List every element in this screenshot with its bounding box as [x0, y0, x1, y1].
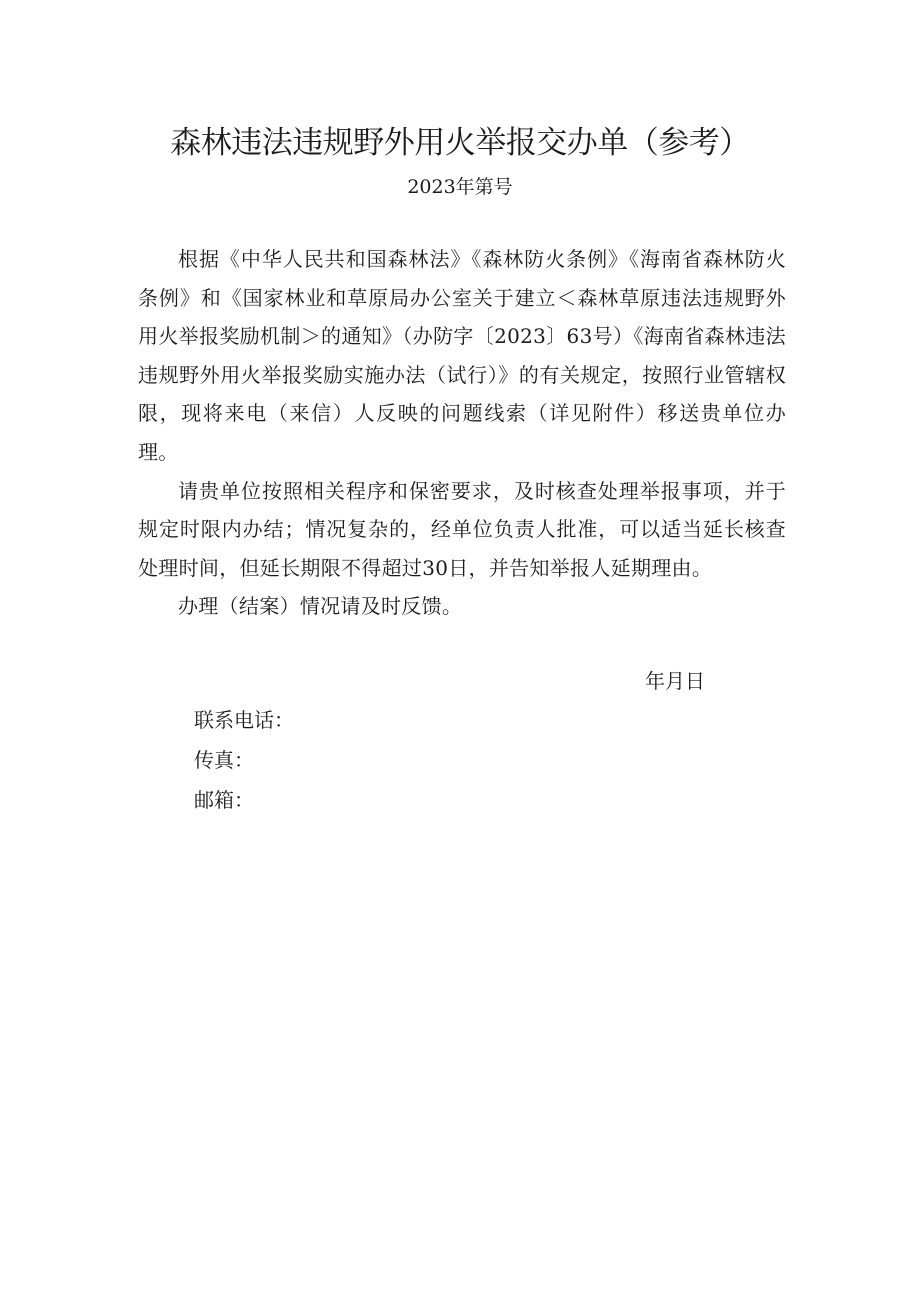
contact-phone-label: 联系电话：	[194, 708, 294, 732]
document-number: 2023年第号	[407, 176, 513, 198]
date-line: 年月日	[645, 669, 705, 693]
body-paragraph-feedback: 办理（结案）情况请及时反馈。	[178, 594, 463, 619]
body-paragraph-handling-requirements: 请贵单位按照相关程序和保密要求，及时核查处理举报事项，并于规定时限内办结；情况复杂的，经单位负责人批准，可以适当延长核查处理时间，但延长期限不得超过30日，并告知举报人延期理由。	[138, 478, 786, 580]
body-paragraph-legal-basis: 根据《中华人民共和国森林法》《森林防火条例》《海南省森林防火条例》和《国家林业和草原局办公室关于建立＜森林草原违法违规野外用火举报奖励机制＞的通知》（办防字〔2023〕63号）《海南省森林违法违规野外用火举报奖励实施办法（试行）》的有关规定，按照行业管辖权限，现将来电（来信）人反映的问题线索（详见附件）移送贵单位办理。	[138, 247, 786, 464]
contact-fax-label: 传真：	[194, 748, 254, 772]
contact-email-label: 邮箱：	[194, 788, 254, 812]
document-body	[138, 240, 786, 626]
document-title: 森林违法违规野外用火举报交办单（参考）	[170, 125, 750, 161]
